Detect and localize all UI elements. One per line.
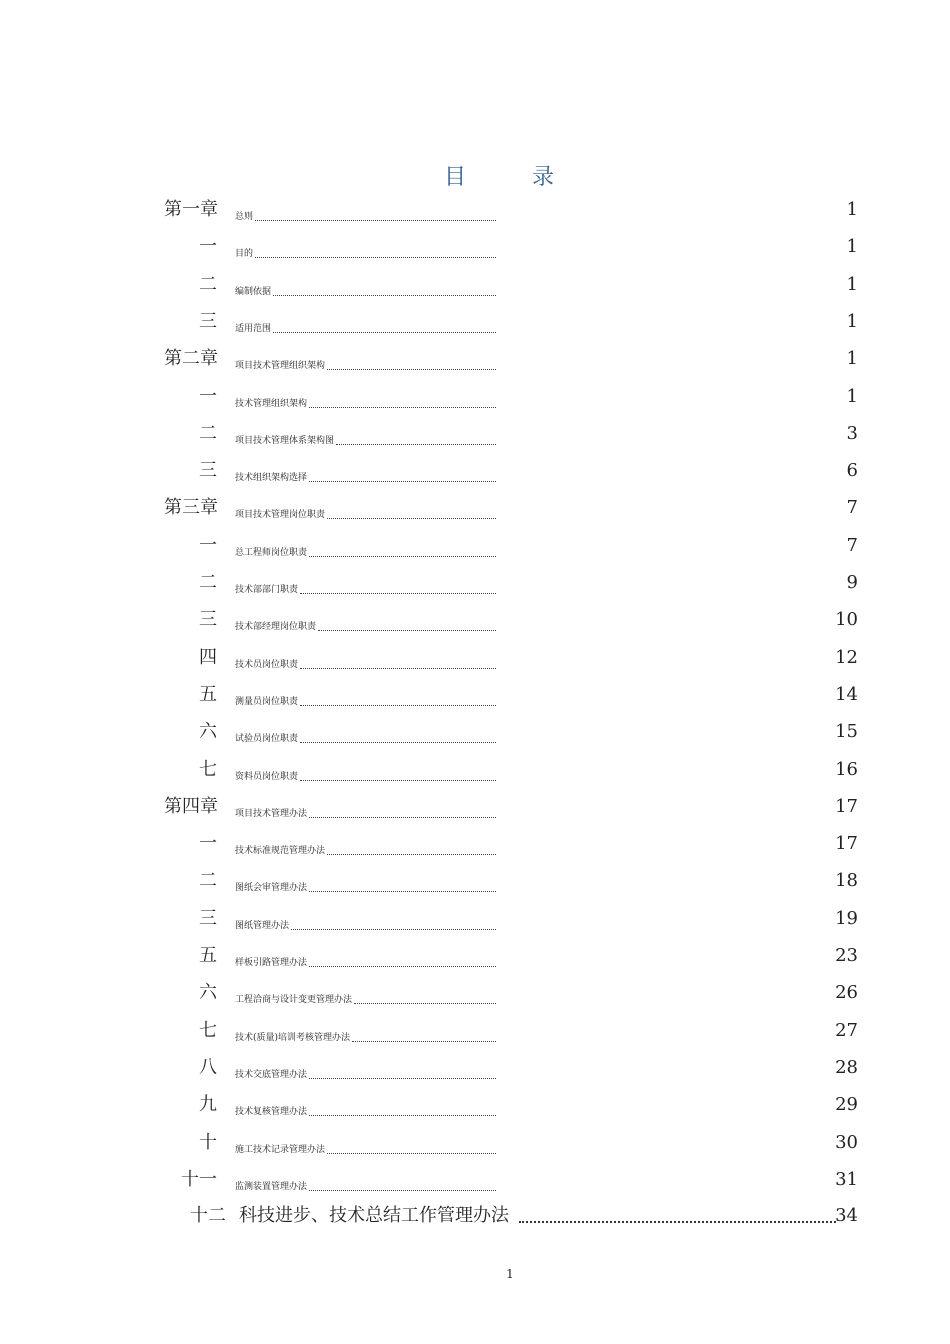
dot-leader — [309, 1077, 496, 1079]
toc-entry-number: 一 — [199, 236, 217, 258]
toc-entry-number: 一 — [199, 833, 217, 855]
toc-entry-text: 资料员岗位职责 — [235, 771, 299, 782]
toc-entry-page: 15 — [835, 721, 858, 743]
toc-entry-leader — [235, 988, 496, 1006]
toc-entry-page: 1 — [846, 236, 858, 258]
dot-leader — [309, 1189, 496, 1191]
toc-entry-text: 技术组织架构选择 — [235, 473, 308, 484]
toc-entry-leader — [235, 1100, 496, 1118]
toc-entry-text: 适用范围 — [235, 323, 272, 334]
toc-entry-page: 7 — [846, 497, 858, 519]
dot-leader — [309, 816, 496, 818]
dot-leader — [336, 443, 496, 445]
toc-entry[interactable] — [0, 571, 950, 601]
toc-entry-number: 四 — [199, 646, 217, 668]
toc-entry[interactable] — [0, 459, 950, 489]
toc-entry-page: 1 — [846, 348, 858, 370]
dot-leader — [255, 219, 496, 221]
toc-entry-number: 十一 — [181, 1168, 217, 1190]
toc-entry-leader — [235, 690, 496, 708]
toc-entry[interactable] — [0, 534, 950, 564]
toc-entry-page: 34 — [835, 1205, 858, 1226]
toc-entry-number: 三 — [199, 907, 217, 929]
toc-entry-leader — [235, 354, 496, 372]
toc-entry-text: 技术员岗位职责 — [235, 659, 299, 670]
toc-entry-page: 18 — [835, 870, 858, 892]
toc-entry-text: 施工技术记录管理办法 — [235, 1144, 326, 1155]
toc-entry-leader — [235, 802, 496, 820]
toc-entry-page: 27 — [835, 1019, 858, 1041]
toc-entry-page: 1 — [846, 199, 858, 220]
dot-leader — [327, 517, 496, 519]
toc-entry-page: 29 — [835, 1094, 858, 1116]
toc-entry[interactable] — [0, 1168, 950, 1198]
toc-entry-leader — [235, 317, 496, 335]
toc-entry-page: 6 — [846, 460, 858, 482]
toc-entry[interactable] — [0, 944, 950, 974]
dot-leader — [309, 1114, 496, 1116]
toc-entry-leader — [235, 541, 496, 559]
toc-entry-leader — [235, 429, 496, 447]
toc-entry-text: 技术部经理岗位职责 — [235, 622, 317, 633]
toc-entry-leader — [235, 615, 496, 633]
toc-entry-page: 30 — [835, 1131, 858, 1153]
toc-entry-page: 26 — [835, 982, 858, 1004]
toc-entry-number: 二 — [199, 422, 217, 444]
dot-leader — [300, 704, 496, 706]
dot-leader — [318, 629, 496, 631]
toc-entry-number: 一 — [199, 385, 217, 407]
dot-leader — [300, 741, 496, 743]
toc-entry[interactable] — [0, 907, 950, 937]
toc-entry-text: 工程洽商与设计变更管理办法 — [235, 995, 353, 1006]
toc-entry[interactable] — [0, 310, 950, 340]
toc-entry-number: 第一章 — [164, 199, 218, 220]
toc-entry-number: 七 — [199, 758, 217, 780]
toc-entry-page: 7 — [846, 534, 858, 556]
dot-leader — [519, 1220, 836, 1223]
dot-leader — [291, 928, 496, 930]
toc-entry-text: 测量员岗位职责 — [235, 696, 299, 707]
toc-entry-leader — [235, 578, 496, 596]
toc-entry-text: 项目技术管理组织架构 — [235, 361, 326, 372]
toc-title: 目 录 — [443, 165, 576, 190]
toc-entry-text: 技术(质量)培训考核管理办法 — [235, 1032, 351, 1043]
toc-entry[interactable] — [0, 832, 950, 862]
toc-entry-text: 试验员岗位职责 — [235, 734, 299, 745]
toc-entry-number: 第四章 — [164, 795, 218, 817]
toc-entry-text: 图纸会审管理办法 — [235, 883, 308, 894]
toc-entry-number: 七 — [199, 1019, 217, 1041]
toc-entry-leader — [235, 727, 496, 745]
dot-leader — [300, 667, 496, 669]
dot-leader — [354, 1002, 496, 1004]
dot-leader — [300, 592, 496, 594]
dot-leader — [300, 779, 496, 781]
toc-entry-page: 17 — [835, 833, 858, 855]
dot-leader — [327, 853, 496, 855]
toc-entry[interactable] — [0, 869, 950, 899]
dot-leader — [327, 368, 496, 370]
toc-entry-text: 项目技术管理体系架构图 — [235, 435, 335, 446]
toc-entry[interactable] — [0, 1204, 950, 1234]
toc-entry-leader — [235, 205, 496, 223]
toc-entry-number: 第二章 — [164, 348, 218, 370]
toc-entry[interactable] — [0, 496, 950, 526]
toc-entry-number: 八 — [199, 1056, 217, 1078]
toc-entry-text: 科技进步、技术总结工作管理办法 — [239, 1205, 509, 1226]
toc-entry-text: 项目技术管理办法 — [235, 808, 308, 819]
toc-entry-page: 1 — [846, 310, 858, 332]
toc-entry-text: 技术部部门职责 — [235, 585, 299, 595]
toc-entry-page: 9 — [846, 572, 858, 593]
toc-entry-text: 总则 — [235, 212, 254, 222]
toc-entry[interactable] — [0, 235, 950, 265]
dot-leader — [309, 890, 496, 892]
dot-leader — [327, 1152, 496, 1154]
toc-entry[interactable] — [0, 1093, 950, 1123]
toc-entry[interactable] — [0, 981, 950, 1011]
toc-entry[interactable] — [0, 273, 950, 303]
toc-entry-text: 技术管理组织架构 — [235, 398, 308, 409]
toc-entry-leader — [235, 1175, 496, 1193]
toc-entry-leader — [235, 951, 496, 969]
toc-entry-leader — [235, 503, 496, 521]
toc-entry-text: 技术标准规范管理办法 — [235, 846, 326, 857]
toc-entry-leader — [235, 392, 496, 410]
toc-entry[interactable] — [0, 1019, 950, 1049]
toc-entry-page: 14 — [835, 683, 858, 705]
toc-entry-page: 31 — [835, 1168, 858, 1190]
toc-entry-leader — [235, 466, 496, 484]
toc-entry-leader — [235, 765, 496, 783]
dot-leader — [309, 555, 496, 557]
toc-entry[interactable] — [0, 720, 950, 750]
toc-entry-page: 17 — [835, 795, 858, 817]
toc-entry-number: 十 — [199, 1131, 217, 1153]
toc-entry-page: 19 — [835, 907, 858, 929]
toc-entry-number: 五 — [199, 945, 217, 966]
toc-entry-leader — [235, 653, 496, 671]
toc-entry-text: 目的 — [235, 249, 254, 260]
toc-entry-page: 12 — [835, 646, 858, 668]
toc-entry[interactable] — [0, 347, 950, 377]
toc-entry-page: 16 — [835, 758, 858, 780]
toc-entry-leader — [235, 839, 496, 857]
toc-entry-leader — [235, 1026, 496, 1044]
dot-leader — [352, 1040, 496, 1042]
toc-entry-number: 六 — [199, 721, 217, 743]
toc-entry-page: 28 — [835, 1056, 858, 1078]
dot-leader — [255, 256, 496, 258]
toc-entry-number: 一 — [199, 534, 217, 556]
toc-entry-text: 技术交底管理办法 — [235, 1069, 308, 1080]
toc-entry[interactable] — [0, 422, 950, 452]
dot-leader — [273, 294, 496, 296]
toc-entry[interactable] — [0, 1056, 950, 1086]
toc-entry[interactable] — [0, 758, 950, 788]
toc-entry-text: 图纸管理办法 — [235, 920, 290, 931]
toc-entry-text: 技术复核管理办法 — [235, 1107, 308, 1118]
toc-entry[interactable] — [0, 1131, 950, 1161]
toc-entry-leader — [235, 1063, 496, 1081]
dot-leader — [273, 331, 496, 333]
toc-entry-page: 10 — [835, 609, 858, 631]
toc-entry-leader — [235, 280, 496, 298]
toc-entry-text: 总工程师岗位职责 — [235, 547, 308, 558]
dot-leader — [309, 480, 496, 482]
toc-entry-text: 项目技术管理岗位职责 — [235, 510, 326, 521]
toc-entry-number: 五 — [199, 683, 217, 705]
toc-entry-text: 编制依据 — [235, 286, 272, 297]
toc-entry[interactable] — [0, 198, 950, 228]
toc-entry-number: 三 — [199, 609, 217, 631]
toc-entry-number: 九 — [199, 1094, 217, 1116]
page-number: 1 — [506, 1267, 514, 1281]
toc-entry-leader — [239, 1204, 836, 1228]
toc-entry-number: 二 — [199, 572, 217, 593]
toc-entry-number: 二 — [199, 273, 217, 295]
toc-entry-number: 三 — [199, 460, 217, 482]
toc-entry-page: 1 — [846, 385, 858, 407]
toc-entry-number: 第三章 — [164, 497, 218, 519]
toc-entry[interactable] — [0, 646, 950, 676]
toc-entry-number: 十二 — [190, 1205, 226, 1226]
toc-entry-number: 六 — [199, 982, 217, 1004]
toc-entry-leader — [235, 914, 496, 932]
toc-entry-page: 1 — [846, 273, 858, 295]
toc-entry-leader — [235, 876, 496, 894]
toc-entry-leader — [235, 242, 496, 260]
toc-entry[interactable] — [0, 385, 950, 415]
toc-entry-number: 二 — [199, 870, 217, 892]
dot-leader — [309, 406, 496, 408]
toc-entry-leader — [235, 1138, 496, 1156]
toc-entry-number: 三 — [199, 310, 217, 332]
toc-entry-page: 23 — [835, 945, 858, 966]
toc-entry[interactable] — [0, 683, 950, 713]
toc-entry-text: 样板引路管理办法 — [235, 958, 308, 968]
dot-leader — [309, 965, 496, 967]
toc-entry-page: 3 — [846, 422, 858, 444]
toc-entry-text: 监测装置管理办法 — [235, 1181, 308, 1192]
toc-entry[interactable] — [0, 795, 950, 825]
toc-entry[interactable] — [0, 608, 950, 638]
